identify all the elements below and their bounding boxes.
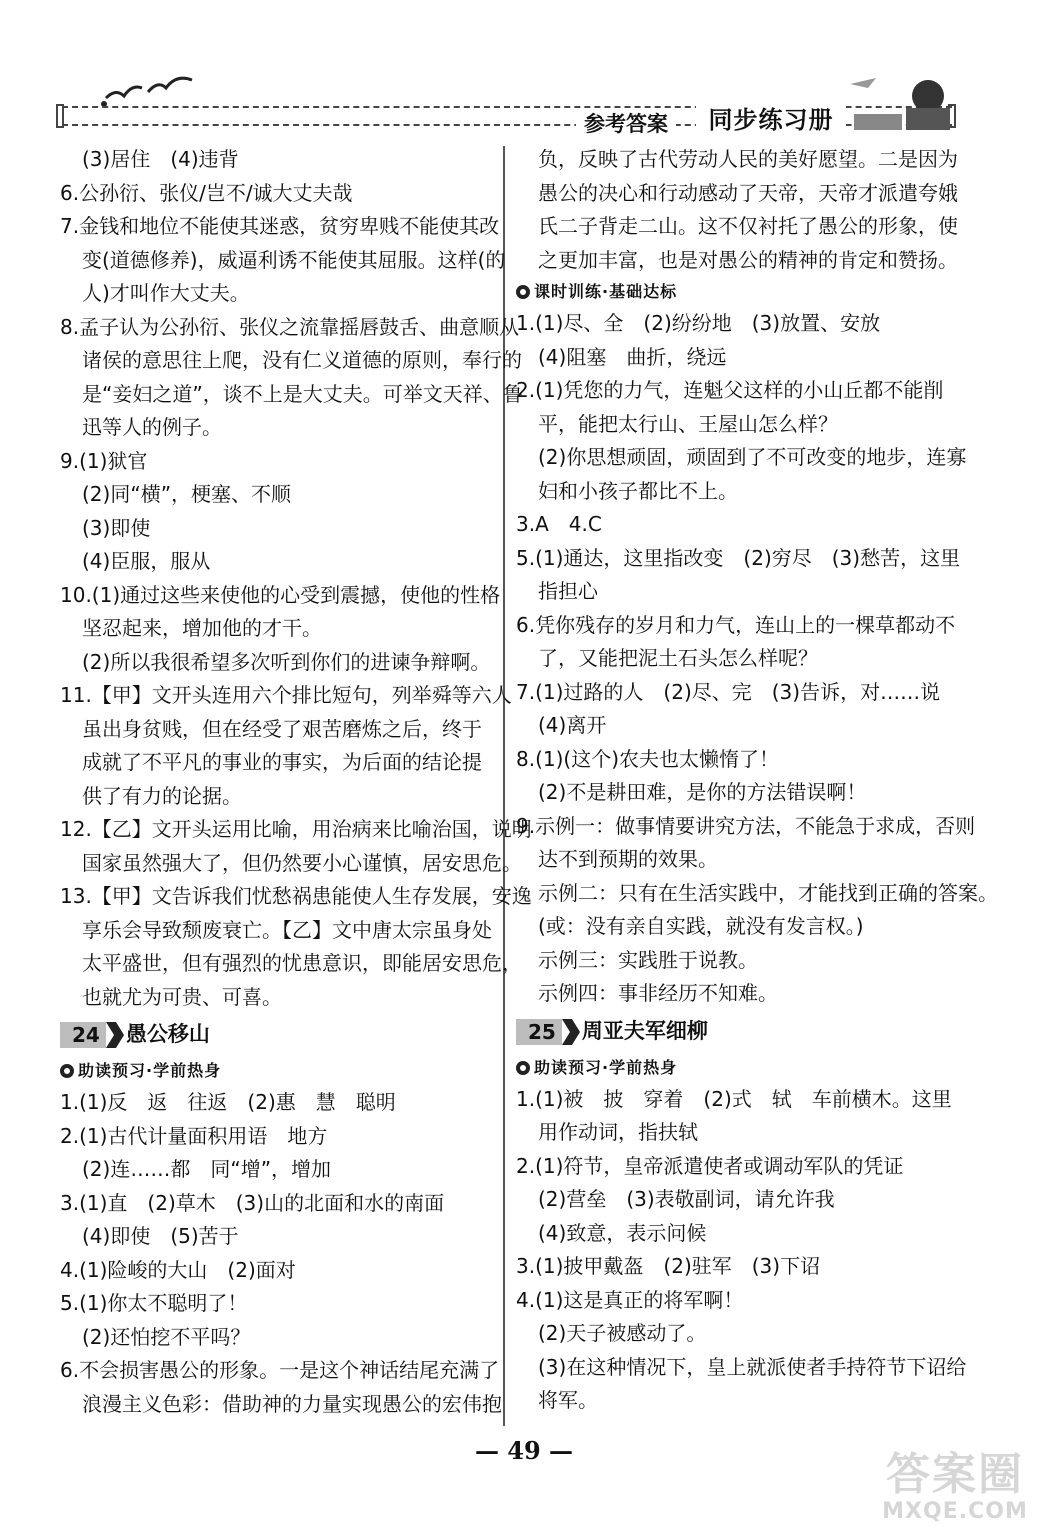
answer-line: 用作动词，指扶轼 — [538, 1120, 698, 1144]
answer-line: 了，又能把泥土石头怎么样呢？ — [538, 646, 818, 670]
answer-line: (3)即使 — [82, 515, 151, 540]
answer-line: 6.公孙衍、张仪/岂不/诚大丈夫哉 — [60, 180, 353, 205]
answer-line: 5.(1)你太不聪明了！ — [60, 1291, 248, 1315]
answer-line: 8.(1)(这个)农夫也太懒惰了！ — [516, 746, 780, 771]
answer-line: 示例二：只有在生活实践中，才能找到正确的答案。 — [538, 880, 998, 905]
answer-line: (2)连……都 同“增”，增加 — [82, 1157, 332, 1181]
answer-line: 供了有力的论据。 — [82, 783, 242, 808]
answer-line: (2)天子被感动了。 — [538, 1321, 707, 1345]
bullet-icon — [60, 1064, 74, 1078]
answer-line: 浪漫主义色彩：借助神的力量实现愚公的宏伟抱 — [82, 1391, 502, 1416]
section-title: 周亚夫军细柳 — [581, 1018, 708, 1043]
watermark — [870, 1450, 1040, 1530]
answer-line: 8.孟子认为公孙衍、张仪之流靠摇唇鼓舌、曲意顺从 — [60, 314, 520, 339]
answer-line: (3)居住 (4)违背 — [82, 147, 239, 171]
section-25-heading — [516, 1013, 956, 1051]
answer-line: (2)你思想顽固，顽固到了不可改变的地步，连寡 — [538, 445, 967, 469]
answer-line: (2)不是耕田难，是你的方法错误啊！ — [538, 780, 867, 804]
header-cap-left — [56, 104, 64, 128]
answer-line: (2)还怕挖不平吗？ — [82, 1324, 251, 1349]
answer-line: 7.(1)过路的人 (2)尽、完 (3)告诉，对……说 — [516, 679, 941, 704]
answer-line: 平，能把太行山、王屋山怎么样？ — [538, 411, 838, 436]
answer-line: 10.(1)通过这些来使他的心受到震撼，使他的性格 — [60, 582, 501, 607]
answer-line: 变(道德修养)，威逼利诱不能使其屈服。这样(的 — [82, 247, 506, 272]
answer-line: 1.(1)反 返 往返 (2)惠 慧 聪明 — [60, 1090, 396, 1114]
answer-line: 愚公的决心和行动感动了天帝，天帝才派遣夸娥 — [538, 180, 958, 205]
answer-line: (3)在这种情况下，皇上就派使者手持符节下诏给 — [538, 1354, 967, 1379]
answer-line: 3.(1)直 (2)草木 (3)山的北面和水的南面 — [60, 1190, 445, 1215]
answer-line: 人)才叫作大丈夫。 — [82, 281, 250, 305]
answer-line: 坚忍起来，增加他的才干。 — [82, 616, 322, 640]
answer-line: 3.A 4.C — [516, 512, 602, 536]
answer-line: 13.【甲】文告诉我们忧愁祸患能使人生存发展，安逸 — [60, 884, 532, 908]
section-number: 24 — [60, 1022, 106, 1048]
answer-line: 成就了不平凡的事业的事实，为后面的结论提 — [82, 750, 482, 774]
answer-line: 之更加丰富，也是对愚公的精神的肯定和赞扬。 — [538, 247, 958, 272]
answer-line: 妇和小孩子都比不上。 — [538, 478, 738, 503]
header-book-title: 同步练习册 — [696, 102, 846, 132]
answer-line: 3.(1)披甲戴盔 (2)驻军 (3)下诏 — [516, 1254, 821, 1278]
section-24-heading — [60, 1016, 495, 1054]
answer-line: 示例三：实践胜于说教。 — [538, 947, 758, 972]
answer-line: 负，反映了古代劳动人民的美好愿望。二是因为 — [538, 147, 958, 171]
answer-line: 太平盛世，但有强烈的忧患意识，即能居安思危， — [82, 951, 522, 975]
bullet-icon — [516, 285, 530, 299]
answer-line: 4.(1)这是真正的将军啊！ — [516, 1287, 744, 1312]
subsection-title: 助读预习·学前热身 — [78, 1061, 222, 1080]
answer-line: 1.(1)尽、全 (2)纷纷地 (3)放置、安放 — [516, 311, 881, 335]
answer-line: 2.(1)符节，皇帝派遣使者或调动军队的凭证 — [516, 1153, 904, 1178]
answer-line: (4)臣服，服从 — [82, 549, 211, 573]
header-ref-label: 参考答案 — [576, 108, 676, 138]
right-column — [516, 143, 998, 1418]
answer-line: 将军。 — [538, 1388, 598, 1412]
answer-line: 是“妾妇之道”，谈不上是大丈夫。可举文天祥、鲁 — [82, 381, 523, 406]
answer-line: 指担心 — [538, 579, 598, 603]
answer-line: 氏二子背走二山。这不仅衬托了愚公的形象，使 — [538, 214, 958, 238]
answer-line: 7.金钱和地位不能使其迷惑，贫穷卑贱不能使其改 — [60, 214, 500, 238]
watermark-site: MXQE.COM — [882, 1499, 1028, 1524]
answer-line: 11.【甲】文开头连用六个排比短句，列举舜等六人 — [60, 683, 512, 707]
page-number: — 49 — — [474, 1436, 574, 1465]
chevron-right-icon — [562, 1019, 580, 1045]
answer-line: (4)即使 (5)苦于 — [82, 1224, 239, 1248]
answer-line: 虽出身贫贱，但在经受了艰苦磨炼之后，终于 — [82, 716, 482, 741]
birds-icon — [96, 70, 196, 110]
answer-line: 6.凭你残存的岁月和力气，连山上的一棵草都动不 — [516, 612, 956, 637]
left-column — [60, 143, 532, 1421]
answer-line: 6.不会损害愚公的形象。一是这个神话结尾充满了 — [60, 1358, 500, 1382]
answer-line: 9.示例一：做事情要讲究方法，不能急于求成，否则 — [516, 813, 976, 838]
globe-icon — [846, 74, 956, 134]
answer-line: 国家虽然强大了，但仍然要小心谨慎，居安思危。 — [82, 850, 522, 875]
answer-line: 达不到预期的效果。 — [538, 847, 718, 871]
bullet-icon — [516, 1061, 530, 1075]
section-title: 愚公移山 — [125, 1022, 210, 1047]
answer-line: 享乐会导致颓废衰亡。【乙】文中唐太宗虽身处 — [82, 917, 492, 942]
section-number: 25 — [516, 1019, 562, 1045]
answer-line: (4)离开 — [538, 713, 607, 737]
answer-line: 4.(1)险峻的大山 (2)面对 — [60, 1257, 296, 1282]
answer-line: (2)所以我很希望多次听到你们的进谏争辩啊。 — [82, 649, 491, 674]
page-header — [56, 70, 956, 140]
subsection-heading — [516, 1053, 956, 1083]
answer-line: 示例四：事非经历不知难。 — [538, 981, 778, 1005]
answer-line: 迅等人的例子。 — [82, 415, 222, 439]
subsection-title: 助读预习·学前热身 — [534, 1057, 678, 1077]
answer-line: (2)营垒 (3)表敬副词，请允许我 — [538, 1187, 835, 1211]
subsection-title: 课时训练·基础达标 — [534, 282, 678, 301]
answer-line: (4)致意，表示问候 — [538, 1220, 707, 1245]
answer-line: 2.(1)古代计量面积用语 地方 — [60, 1123, 328, 1148]
subsection-heading — [516, 277, 956, 307]
answer-line: 诸侯的意思往上爬，没有仁义道德的原则，奉行的 — [82, 348, 522, 372]
answer-line: 1.(1)被 披 穿着 (2)式 轼 车前横木。这里 — [516, 1086, 952, 1111]
subsection-heading — [60, 1056, 495, 1086]
answer-line: (2)同“横”，梗塞、不顺 — [82, 482, 292, 506]
chevron-right-icon — [106, 1022, 124, 1048]
watermark-logo: 答案圈 — [886, 1449, 1024, 1500]
answer-line: 9.(1)狱官 — [60, 448, 148, 473]
answer-line: 也就尤为可贵、可喜。 — [82, 984, 282, 1009]
answer-line: (或：没有亲自实践，就没有发言权。) — [538, 914, 864, 938]
answer-line: 2.(1)凭您的力气，连魁父这样的小山丘都不能削 — [516, 378, 944, 402]
answer-line: (4)阻塞 曲折，绕远 — [538, 344, 727, 369]
answer-line: 12.【乙】文开头运用比喻，用治病来比喻治国，说明 — [60, 817, 532, 841]
answer-line: 5.(1)通达，这里指改变 (2)穷尽 (3)愁苦，这里 — [516, 545, 961, 570]
